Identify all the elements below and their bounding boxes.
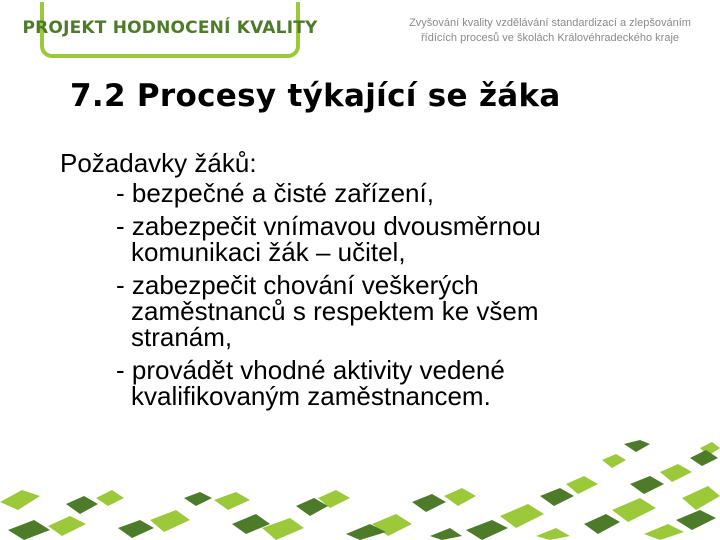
list-item-line: stranám,	[131, 322, 233, 352]
slide-title: 7.2 Procesy týkající se žáka	[70, 78, 561, 114]
tagline-line: Zvyšování kvality vzdělávání standardizací a zlepšováním	[409, 17, 691, 29]
list-item-line: - provádět vhodné aktivity vedené	[116, 355, 505, 385]
list-item	[116, 272, 680, 350]
list-item	[116, 180, 680, 206]
decorative-pattern	[0, 440, 720, 540]
list-item-line: - zabezpečit chování veškerých	[116, 270, 479, 300]
list-item-line: komunikaci žák – učitel,	[131, 237, 406, 267]
list-item	[116, 213, 680, 265]
list-item-line: zaměstnanců s respektem ke všem	[131, 296, 539, 326]
lead-text: Požadavky žáků:	[60, 148, 257, 178]
logo-text: PROJEKT HODNOCENÍ KVALITY	[22, 18, 318, 38]
list-item-line: - bezpečné a čisté zařízení,	[116, 178, 434, 208]
project-logo	[22, 2, 318, 58]
project-tagline	[390, 16, 710, 46]
requirement-list	[116, 180, 680, 409]
tagline-line: řídících procesů ve školách Královéhradeckého kraje	[420, 32, 680, 44]
list-item-line: - zabezpečit vnímavou dvousměrnou	[116, 211, 541, 241]
list-item	[116, 357, 680, 409]
list-item-line: kvalifikovaným zaměstnancem.	[131, 381, 491, 411]
slide-content	[60, 148, 680, 416]
